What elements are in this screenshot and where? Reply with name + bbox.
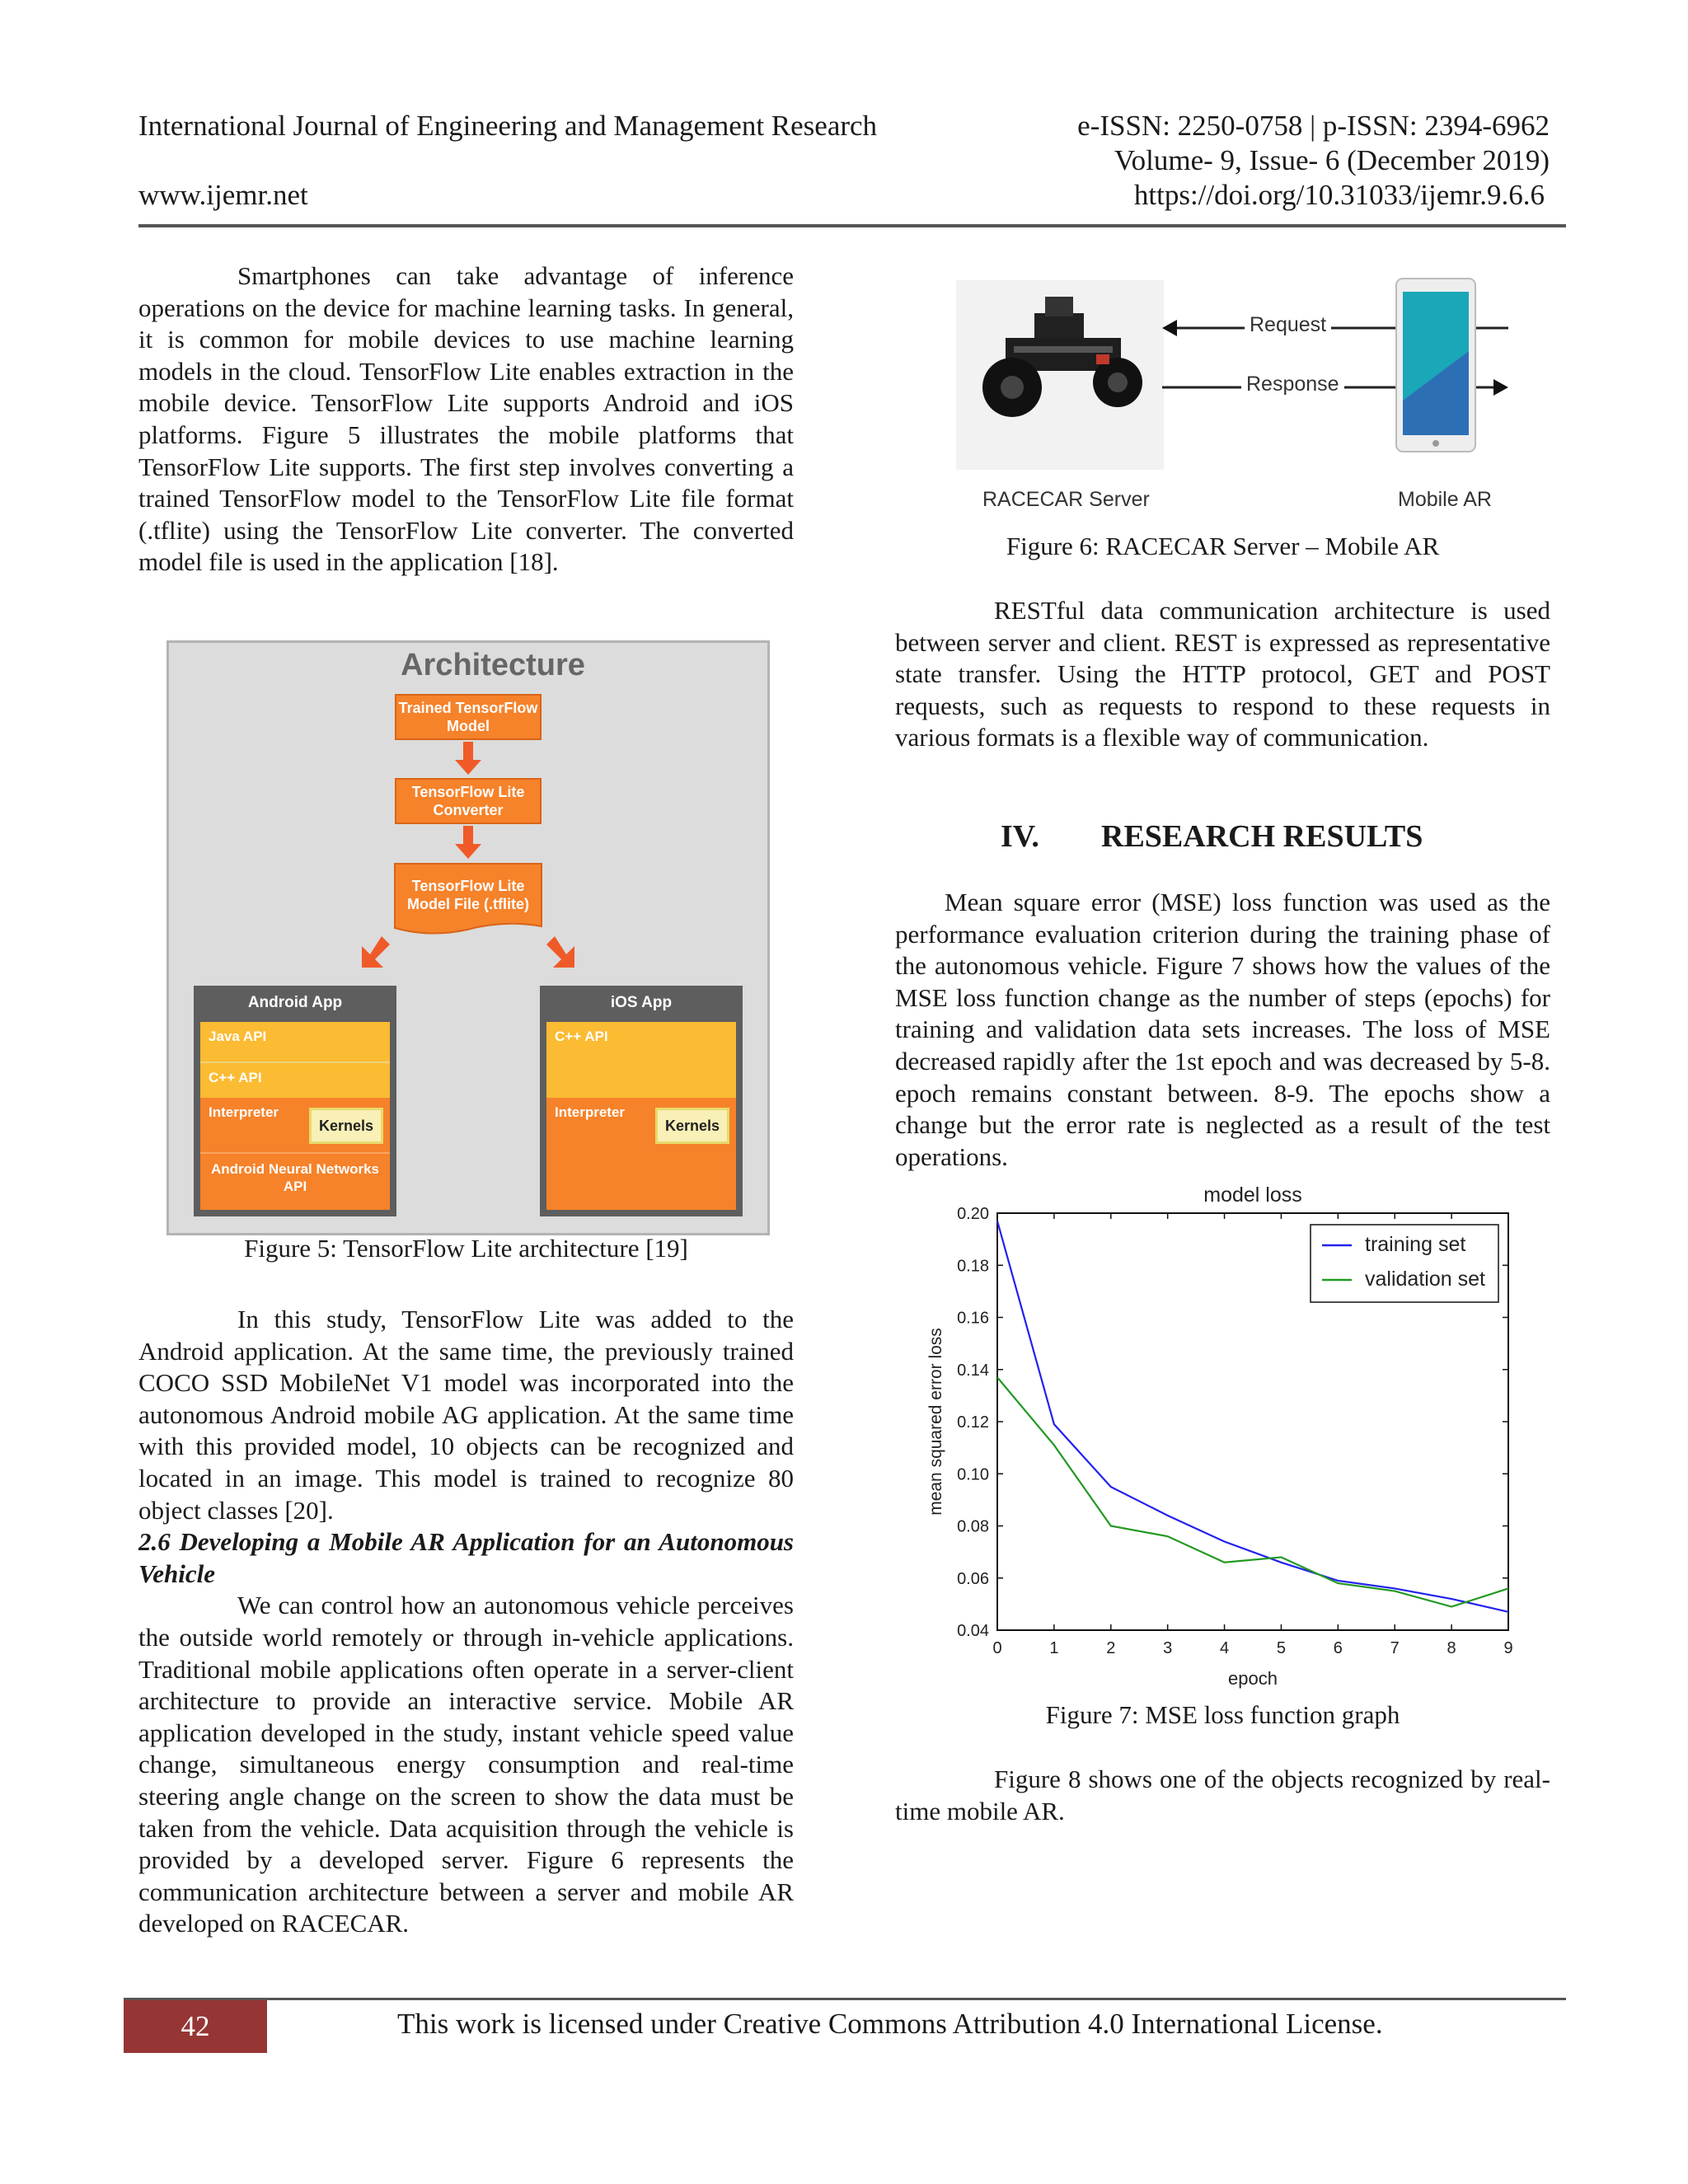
android-interpreter-layer: Interpreter <box>200 1098 390 1152</box>
license-text: This work is licensed under Creative Commons Attribution 4.0 International License. <box>397 2008 1383 2040</box>
android-nn-api-layer: Android Neural Networks API <box>200 1152 390 1210</box>
android-kernels: Kernels <box>309 1108 383 1144</box>
figure-6 <box>956 277 1493 519</box>
right-paragraph-1 <box>895 595 1550 754</box>
request-label: Request <box>1245 313 1331 337</box>
right-paragraph-3 <box>895 1764 1550 1827</box>
mse-loss-chart <box>923 1174 1533 1701</box>
x-tick-label: 5 <box>1276 1639 1287 1657</box>
y-tick-label: 0.06 <box>957 1569 989 1588</box>
x-tick-label: 9 <box>1503 1639 1513 1657</box>
y-tick-label: 0.04 <box>957 1622 989 1640</box>
chart-title: model loss <box>1203 1183 1302 1207</box>
trained-model-box: Trained TensorFlow Model <box>395 694 542 740</box>
racecar-server-label: RACECAR Server <box>982 488 1150 511</box>
x-tick-label: 1 <box>1049 1639 1059 1657</box>
header-rule <box>138 224 1566 227</box>
arrow-down-icon <box>453 742 483 776</box>
y-tick-label: 0.20 <box>957 1205 989 1223</box>
volume-issue: Volume- 9, Issue- 6 (December 2019) <box>1114 144 1550 176</box>
x-tick-label: 7 <box>1390 1639 1400 1657</box>
para-restful: RESTful data communication architecture is used between server and client. REST is expressed as representative state transfer. Using the HTTP protocol, GET and POST requests, such as requests to respond to these requests in various formats is a flexible way of communication. <box>895 596 1550 752</box>
y-tick-label: 0.12 <box>957 1413 989 1432</box>
figure-7-caption: Figure 7: MSE loss function graph <box>1045 1700 1400 1729</box>
legend-label: validation set <box>1365 1268 1485 1291</box>
left-paragraph-1 <box>138 260 794 579</box>
y-tick-label: 0.08 <box>957 1517 989 1536</box>
footer-rule <box>124 1998 1566 2000</box>
x-tick-label: 3 <box>1163 1639 1173 1657</box>
para-mobile-ar: We can control how an autonomous vehicle perceives the outside world remotely or through in-vehicle applications. Traditional mobile applications often operate in a server-client architecture to provide an interactive service. Mobile AR application developed in the study, instant vehicle speed value change, simultaneous energy consumption and real-time steering angle change on the screen to show the data must be taken from the vehicle. Data acquisition through the vehicle is provided by a developed server. Figure 6 represents the communication architecture between a server and mobile AR developed on RACECAR. <box>138 1591 794 1938</box>
ios-cpp-api-layer: C++ API <box>546 1022 736 1098</box>
figure-6-caption: Figure 6: RACECAR Server – Mobile AR <box>1006 532 1440 560</box>
architecture-title: Architecture <box>401 648 585 682</box>
issn: e-ISSN: 2250-0758 | p-ISSN: 2394-6962 <box>1077 110 1550 142</box>
x-tick-label: 0 <box>992 1639 1002 1657</box>
arrow-down-right-icon <box>542 935 579 972</box>
journal-title: International Journal of Engineering and Management Research <box>138 110 878 142</box>
architecture-diagram <box>166 640 770 1235</box>
para-smartphones: Smartphones can take advantage of inference operations on the device for machine learning tasks. In general, it is common for mobile devices to use machine learning models in the cloud. TensorFlow Lite enables extraction in the mobile device. TensorFlow Lite supports Android and iOS platforms. Figure 5 illustrates the mobile platforms that TensorFlow Lite supports. The first step involves converting a trained TensorFlow model to the TensorFlow Lite file format (.tflite) using the TensorFlow Lite converter. The converted model file is used in the application [18]. <box>138 261 794 577</box>
ios-app-panel <box>540 986 743 1216</box>
page-number: 42 <box>124 2000 267 2053</box>
doi-link[interactable]: https://doi.org/10.31033/ijemr.9.6.6 <box>1133 179 1545 211</box>
android-app-panel <box>194 986 396 1216</box>
ios-interpreter-layer: Interpreter <box>546 1098 736 1210</box>
legend-label: training set <box>1365 1233 1466 1256</box>
y-tick-label: 0.18 <box>957 1257 989 1276</box>
request-response-arrows <box>1162 302 1538 409</box>
section-number: IV. <box>1001 819 1039 854</box>
section-title: RESEARCH RESULTS <box>1101 819 1423 854</box>
x-tick-label: 8 <box>1447 1639 1456 1657</box>
figure-5-caption: Figure 5: TensorFlow Lite architecture [19] <box>244 1234 688 1263</box>
response-label: Response <box>1241 373 1344 396</box>
tablet-image <box>1395 277 1477 455</box>
ios-app-title: iOS App <box>610 994 673 1011</box>
y-tick-label: 0.14 <box>957 1361 989 1380</box>
para-mse: Mean square error (MSE) loss function was used as the performance evaluation criterion during the training phase of the autonomous vehicle. Figure 7 shows how the values of the MSE loss function change as the number of steps (epochs) for training and validation data sets increases. The loss of MSE decreased rapidly after the 1st epoch and was decreased by 5-8. epoch remains constant between. 8-9. The epochs show a change but the error rate is neglected as a result of the test operations. <box>895 888 1550 1171</box>
x-tick-label: 4 <box>1219 1639 1230 1657</box>
android-app-title: Android App <box>247 994 343 1011</box>
website-link[interactable]: www.ijemr.net <box>138 179 308 211</box>
y-tick-label: 0.16 <box>957 1309 989 1328</box>
model-file-box: TensorFlow Lite Model File (.tflite) <box>407 878 529 912</box>
java-api-layer: Java API <box>200 1022 390 1062</box>
x-axis-label: epoch <box>1228 1668 1278 1689</box>
subsection-heading: 2.6 Developing a Mobile AR Application for an Autonomous Vehicle <box>138 1527 794 1588</box>
android-cpp-api-layer: C++ API <box>200 1062 390 1098</box>
x-tick-label: 2 <box>1106 1639 1116 1657</box>
y-tick-label: 0.10 <box>957 1465 989 1484</box>
para-tensorflow-study: In this study, TensorFlow Lite was added to the Android application. At the same time, the previously trained COCO SSD MobileNet V1 model was incorporated into the autonomous Android mobile AG application. At the same time with this provided model, 10 objects can be recognized and located in an image. This model is trained to recognize 80 object classes [20]. <box>138 1305 794 1525</box>
mobile-ar-label: Mobile AR <box>1398 488 1492 511</box>
racecar-image <box>956 280 1164 470</box>
ios-kernels: Kernels <box>655 1108 729 1144</box>
right-paragraph-2 <box>895 887 1550 1173</box>
left-paragraph-2 <box>138 1304 794 1940</box>
arrow-down-icon <box>453 826 483 860</box>
x-tick-label: 6 <box>1333 1639 1343 1657</box>
converter-box: TensorFlow Lite Converter <box>395 778 542 824</box>
para-figure-8: Figure 8 shows one of the objects recognized by real-time mobile AR. <box>895 1765 1550 1825</box>
arrow-down-left-icon <box>357 935 395 972</box>
y-axis-label: mean squared error loss <box>926 1328 945 1516</box>
